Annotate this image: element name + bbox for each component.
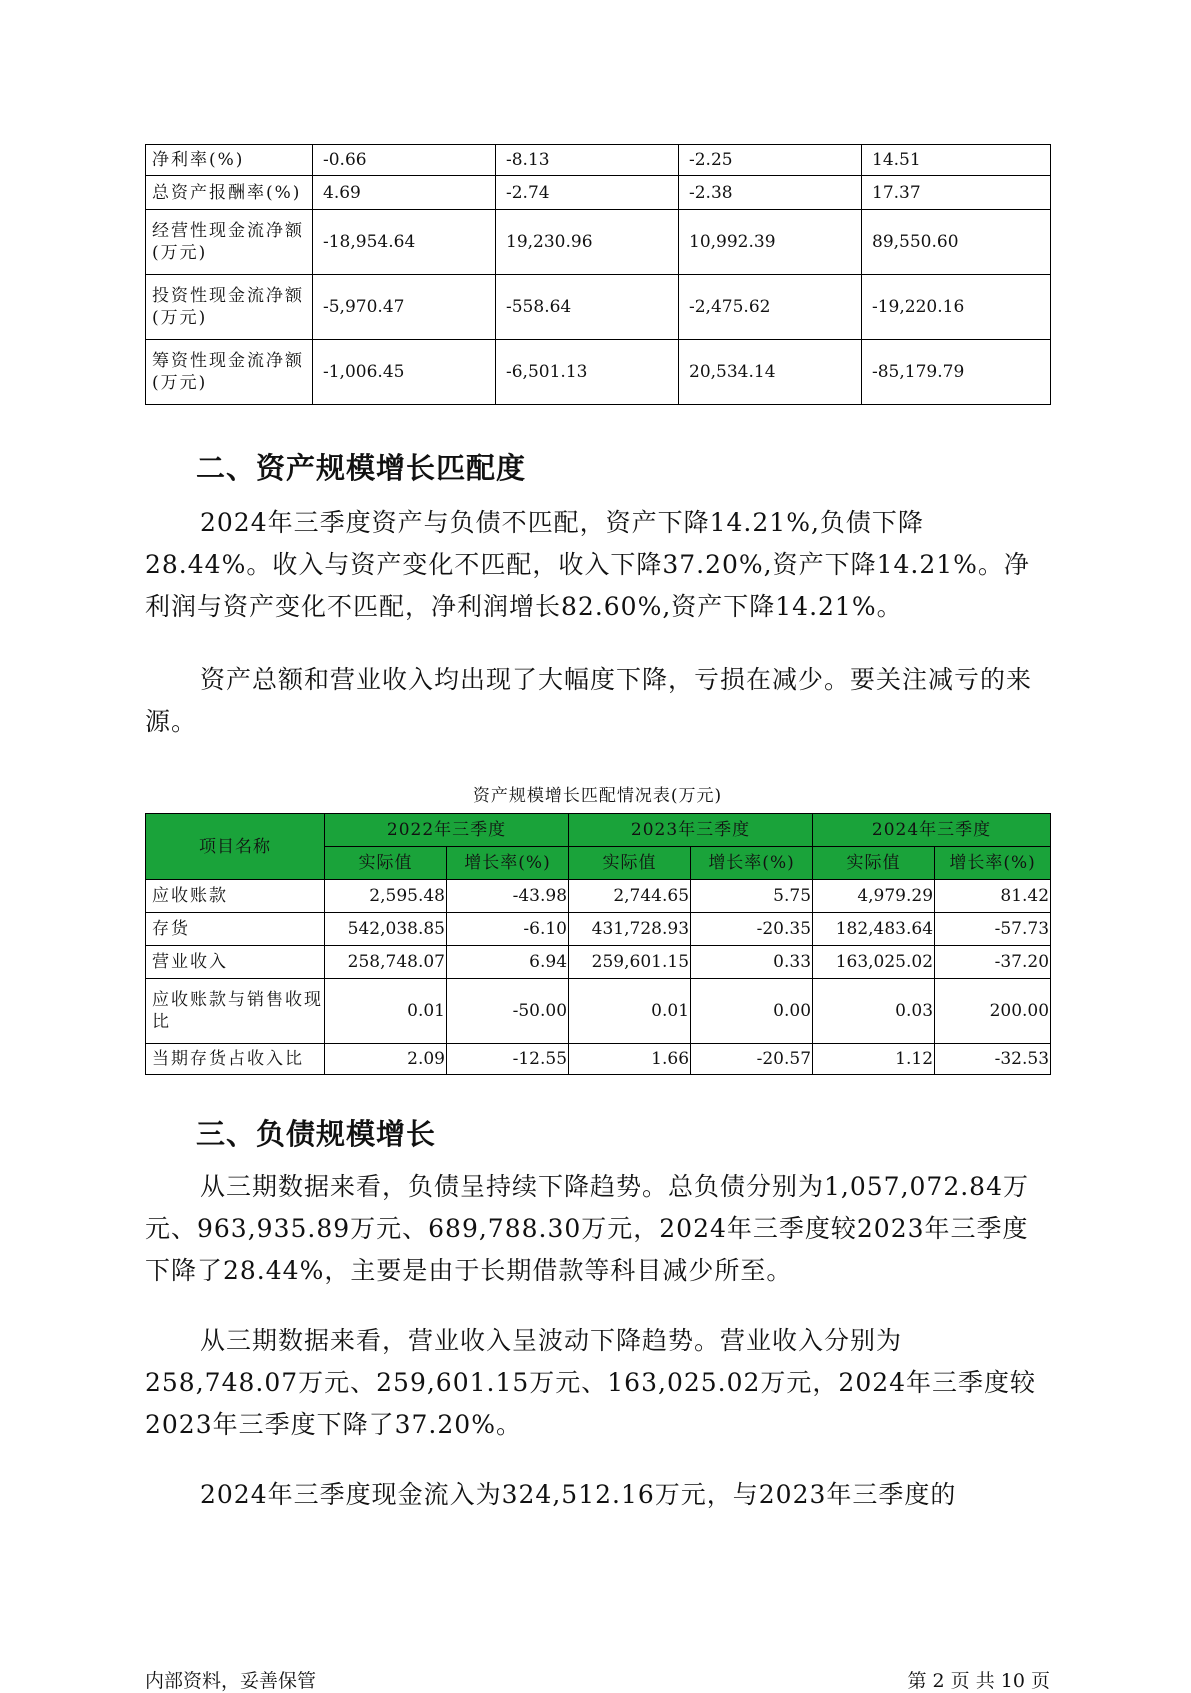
- table-cell: 19,230.96: [496, 210, 679, 275]
- header-actual: 实际值: [813, 847, 935, 880]
- table-cell: -2,475.62: [679, 275, 862, 340]
- section-heading-liability-growth: 三、负债规模增长: [196, 1117, 437, 1151]
- table-cell: -0.66: [313, 145, 496, 176]
- table-cell: 182,483.64: [813, 913, 935, 946]
- table-row: [146, 275, 1051, 340]
- header-period-2023: 2023年三季度: [569, 814, 813, 847]
- table-cell: 6.94: [447, 946, 569, 979]
- table-cell: -12.55: [447, 1044, 569, 1075]
- table-cell: 1.12: [813, 1044, 935, 1075]
- table-cell: -19,220.16: [862, 275, 1051, 340]
- asset-growth-match-table: [145, 813, 1051, 1075]
- table-cell: -32.53: [935, 1044, 1051, 1075]
- table-row: [146, 946, 1051, 979]
- table-cell: 0.33: [691, 946, 813, 979]
- table-row: [146, 176, 1051, 210]
- table-cell: -5,970.47: [313, 275, 496, 340]
- row-label: 筹资性现金流净额(万元): [146, 340, 313, 405]
- row-label: 应收账款: [146, 880, 325, 913]
- table-cell: 0.00: [691, 979, 813, 1044]
- paragraph-liability-trend: 从三期数据来看，负债呈持续下降趋势。总负债分别为1,057,072.84万元、963,935.89万元、689,788.30万元，2024年三季度较2023年三季度下降了28.44%，主要是由于长期借款等科目减少所至。: [145, 1172, 1029, 1285]
- table-cell: -57.73: [935, 913, 1051, 946]
- table-cell: 5.75: [691, 880, 813, 913]
- table-cell: -8.13: [496, 145, 679, 176]
- row-label: 应收账款与销售收现比: [146, 979, 325, 1044]
- header-growth: 增长率(%): [447, 847, 569, 880]
- table-cell: 259,601.15: [569, 946, 691, 979]
- row-label: 投资性现金流净额(万元): [146, 275, 313, 340]
- table-cell: 163,025.02: [813, 946, 935, 979]
- row-label: 当期存货占收入比: [146, 1044, 325, 1075]
- footer-confidential-note: 内部资料，妥善保管: [145, 1670, 317, 1692]
- financial-ratios-table: [145, 144, 1051, 405]
- paragraph-cash-inflow: 2024年三季度现金流入为324,512.16万元，与2023年三季度的: [200, 1480, 957, 1509]
- table-row: [146, 145, 1051, 176]
- table-cell: 17.37: [862, 176, 1051, 210]
- table-cell: 0.01: [325, 979, 447, 1044]
- row-label: 净利率(%): [146, 145, 313, 176]
- table-row: [146, 340, 1051, 405]
- table-cell: 2.09: [325, 1044, 447, 1075]
- table-cell: -20.35: [691, 913, 813, 946]
- table-cell: 542,038.85: [325, 913, 447, 946]
- table-cell: 258,748.07: [325, 946, 447, 979]
- table-cell: 81.42: [935, 880, 1051, 913]
- footer-page-number: 第 2 页 共 10 页: [907, 1670, 1050, 1692]
- table-cell: -50.00: [447, 979, 569, 1044]
- row-label: 经营性现金流净额(万元): [146, 210, 313, 275]
- table-cell: -2.25: [679, 145, 862, 176]
- table-cell: 2,744.65: [569, 880, 691, 913]
- table-row: [146, 880, 1051, 913]
- table-cell: -2.38: [679, 176, 862, 210]
- header-actual: 实际值: [325, 847, 447, 880]
- table-cell: 2,595.48: [325, 880, 447, 913]
- table-cell: 20,534.14: [679, 340, 862, 405]
- table-caption: 资产规模增长匹配情况表(万元): [472, 786, 723, 806]
- table-cell: -18,954.64: [313, 210, 496, 275]
- table-cell: 89,550.60: [862, 210, 1051, 275]
- row-label: 总资产报酬率(%): [146, 176, 313, 210]
- header-growth: 增长率(%): [691, 847, 813, 880]
- table-cell: -37.20: [935, 946, 1051, 979]
- table-cell: -1,006.45: [313, 340, 496, 405]
- header-item-name: 项目名称: [146, 814, 325, 880]
- header-actual: 实际值: [569, 847, 691, 880]
- table-row: [146, 210, 1051, 275]
- header-period-2022: 2022年三季度: [325, 814, 569, 847]
- table-cell: 200.00: [935, 979, 1051, 1044]
- table-cell: -6,501.13: [496, 340, 679, 405]
- row-label: 存货: [146, 913, 325, 946]
- row-label: 营业收入: [146, 946, 325, 979]
- table-cell: 14.51: [862, 145, 1051, 176]
- table-cell: -20.57: [691, 1044, 813, 1075]
- table-cell: 4,979.29: [813, 880, 935, 913]
- table-cell: 10,992.39: [679, 210, 862, 275]
- table-row: [146, 979, 1051, 1044]
- table-cell: -558.64: [496, 275, 679, 340]
- table-cell: 0.01: [569, 979, 691, 1044]
- paragraph-asset-mismatch: 2024年三季度资产与负债不匹配，资产下降14.21%,负债下降28.44%。收入与资产变化不匹配，收入下降37.20%,资产下降14.21%。净利润与资产变化不匹配，净利润增长82.60%,资产下降14.21%。: [145, 508, 1030, 621]
- table-cell: -85,179.79: [862, 340, 1051, 405]
- header-period-2024: 2024年三季度: [813, 814, 1051, 847]
- table-cell: -43.98: [447, 880, 569, 913]
- section-heading-asset-growth: 二、资产规模增长匹配度: [196, 451, 527, 485]
- table-cell: -2.74: [496, 176, 679, 210]
- table-cell: 0.03: [813, 979, 935, 1044]
- table-cell: 431,728.93: [569, 913, 691, 946]
- table-cell: -6.10: [447, 913, 569, 946]
- table-row: [146, 1044, 1051, 1075]
- paragraph-revenue-trend: 从三期数据来看，营业收入呈波动下降趋势。营业收入分别为258,748.07万元、259,601.15万元、163,025.02万元，2024年三季度较2023年三季度下降了37.20%。: [145, 1326, 1037, 1439]
- paragraph-asset-decline: 资产总额和营业收入均出现了大幅度下降，亏损在减少。要关注减亏的来源。: [145, 665, 1033, 736]
- table-cell: 1.66: [569, 1044, 691, 1075]
- table-row: [146, 913, 1051, 946]
- table-cell: 4.69: [313, 176, 496, 210]
- header-growth: 增长率(%): [935, 847, 1051, 880]
